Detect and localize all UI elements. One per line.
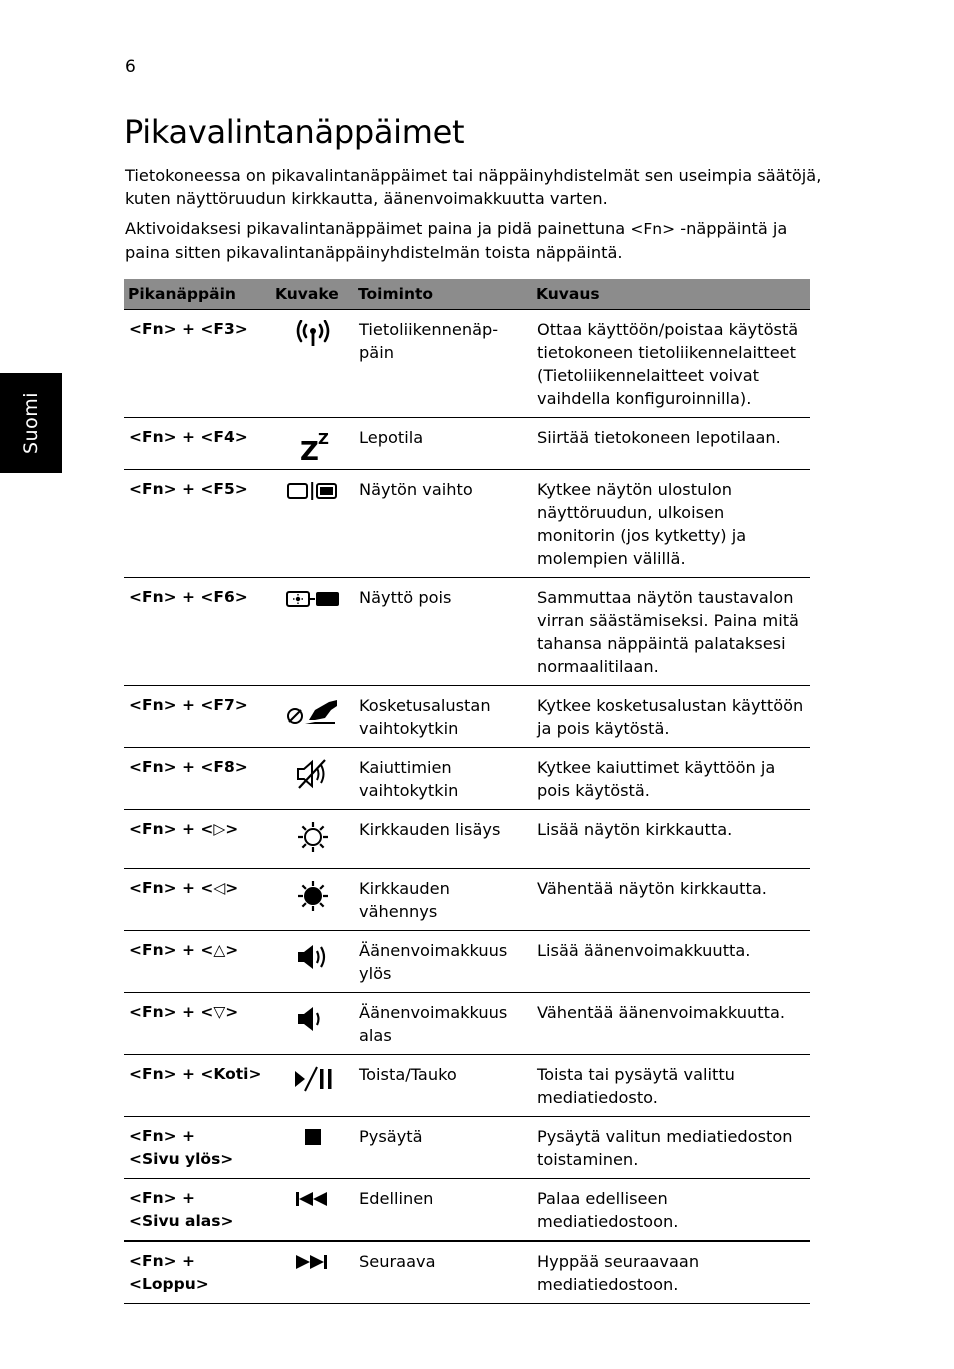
table-row bbox=[124, 748, 810, 810]
play-pause-icon bbox=[291, 1065, 335, 1093]
icon-cell bbox=[271, 869, 354, 931]
function-cell: Näytön vaihto bbox=[354, 470, 532, 578]
description-cell: Toista tai pysäytä valittu mediatiedosto. bbox=[532, 1055, 810, 1117]
speaker-mute-icon bbox=[295, 758, 331, 790]
previous-icon bbox=[293, 1189, 333, 1211]
stop-icon bbox=[296, 1127, 330, 1149]
table-row bbox=[124, 1117, 810, 1179]
hotkey-cell: <Fn> + <F7> bbox=[124, 686, 271, 748]
hotkey-line-1: <Fn> + bbox=[129, 1189, 195, 1207]
function-cell: Toista/Tauko bbox=[354, 1055, 532, 1117]
svg-text:Z: Z bbox=[318, 430, 329, 448]
intro-2-after: -näppäintä ja paina sitten pikavalintanäppäinyhdistelmän toista näppäintä. bbox=[125, 219, 788, 262]
function-cell: Pysäytä bbox=[354, 1117, 532, 1179]
intro-paragraph-1: Tietokoneessa on pikavalintanäppäimet tai näppäinyhdistelmät sen useimpia säätöjä, kuten näyttöruudun kirkkautta, äänenvoimakkuutta varten. bbox=[125, 166, 822, 208]
icon-cell bbox=[271, 1241, 354, 1304]
sleep-icon bbox=[293, 428, 333, 462]
function-cell: Näyttö pois bbox=[354, 578, 532, 686]
hotkey-cell: <Fn> + <△> bbox=[124, 931, 271, 993]
display-off-icon bbox=[285, 588, 341, 610]
intro-2-before: Aktivoidaksesi pikavalintanäppäimet paina ja pidä painettuna bbox=[125, 219, 631, 238]
hotkey-line-2: <Sivu ylös> bbox=[129, 1150, 234, 1168]
table-row bbox=[124, 1055, 810, 1117]
hotkey-line-1: <Fn> + bbox=[129, 1252, 195, 1270]
icon-cell bbox=[271, 1117, 354, 1179]
table-row bbox=[124, 931, 810, 993]
table-row bbox=[124, 993, 810, 1055]
function-cell: Kirkkauden vähennys bbox=[354, 869, 532, 931]
page-title: Pikavalintanäppäimet bbox=[124, 113, 465, 151]
intro-2-key: <Fn> bbox=[630, 220, 676, 238]
brightness-down-icon bbox=[296, 879, 330, 913]
function-cell: Seuraava bbox=[354, 1241, 532, 1304]
hotkey-cell: <Fn> + <▷> bbox=[124, 810, 271, 869]
icon-cell bbox=[271, 931, 354, 993]
hotkey-cell: <Fn> + <▽> bbox=[124, 993, 271, 1055]
header-icon: Kuvake bbox=[271, 279, 354, 310]
header-function: Toiminto bbox=[354, 279, 532, 310]
function-cell: Kirkkauden lisäys bbox=[354, 810, 532, 869]
hotkey-line-2: <Sivu alas> bbox=[129, 1212, 234, 1230]
function-cell: Edellinen bbox=[354, 1179, 532, 1242]
description-cell: Siirtää tietokoneen lepotilaan. bbox=[532, 418, 810, 470]
hotkey-cell bbox=[124, 1117, 271, 1179]
icon-cell bbox=[271, 310, 354, 418]
wireless-icon bbox=[293, 320, 333, 350]
function-cell: Äänenvoimakkuus ylös bbox=[354, 931, 532, 993]
hotkey-line-1: <Fn> + bbox=[129, 1127, 195, 1145]
function-cell: Kaiuttimien vaihtokytkin bbox=[354, 748, 532, 810]
description-cell: Vähentää näytön kirkkautta. bbox=[532, 869, 810, 931]
icon-cell bbox=[271, 418, 354, 470]
display-toggle-icon bbox=[286, 480, 340, 502]
table-row bbox=[124, 310, 810, 418]
hotkey-line-2: <Loppu> bbox=[129, 1275, 209, 1293]
icon-cell bbox=[271, 1055, 354, 1117]
hotkey-cell: <Fn> + <F5> bbox=[124, 470, 271, 578]
icon-cell bbox=[271, 993, 354, 1055]
function-cell: Äänenvoimakkuus alas bbox=[354, 993, 532, 1055]
description-cell: Kytkee kaiuttimet käyttöön ja pois käytöstä. bbox=[532, 748, 810, 810]
hotkey-cell: <Fn> + <F4> bbox=[124, 418, 271, 470]
hotkey-cell: <Fn> + <Koti> bbox=[124, 1055, 271, 1117]
side-tab-label: Suomi bbox=[20, 391, 42, 455]
description-cell: Palaa edelliseen mediatiedostoon. bbox=[532, 1179, 810, 1242]
icon-cell bbox=[271, 470, 354, 578]
table-row bbox=[124, 810, 810, 869]
header-hotkey: Pikanäppäin bbox=[124, 279, 271, 310]
hotkey-cell bbox=[124, 1241, 271, 1304]
hotkey-table bbox=[124, 279, 810, 1304]
table-row bbox=[124, 1179, 810, 1242]
page-number: 6 bbox=[125, 57, 136, 77]
icon-cell bbox=[271, 1179, 354, 1242]
description-cell: Pysäytä valitun mediatiedoston toistaminen. bbox=[532, 1117, 810, 1179]
icon-cell bbox=[271, 686, 354, 748]
icon-cell bbox=[271, 810, 354, 869]
description-cell: Lisää näytön kirkkautta. bbox=[532, 810, 810, 869]
hotkey-cell: <Fn> + <F3> bbox=[124, 310, 271, 418]
hotkey-cell: <Fn> + <F6> bbox=[124, 578, 271, 686]
description-cell: Kytkee näytön ulostulon näyttöruudun, ulkoisen monitorin (jos kytketty) ja molempien välillä. bbox=[532, 470, 810, 578]
description-cell: Kytkee kosketusalustan käyttöön ja pois käytöstä. bbox=[532, 686, 810, 748]
function-cell: Kosketusalustan vaihtokytkin bbox=[354, 686, 532, 748]
description-cell: Lisää äänenvoimakkuutta. bbox=[532, 931, 810, 993]
hotkey-cell bbox=[124, 1179, 271, 1242]
table-header-row bbox=[124, 279, 810, 310]
touchpad-toggle-icon bbox=[285, 696, 341, 728]
table-row bbox=[124, 470, 810, 578]
icon-cell bbox=[271, 748, 354, 810]
table-row bbox=[124, 418, 810, 470]
table-row bbox=[124, 869, 810, 931]
table-row bbox=[124, 578, 810, 686]
header-description: Kuvaus bbox=[532, 279, 810, 310]
svg-text:Z: Z bbox=[300, 437, 319, 462]
description-cell: Vähentää äänenvoimakkuutta. bbox=[532, 993, 810, 1055]
hotkey-cell: <Fn> + <F8> bbox=[124, 748, 271, 810]
brightness-up-icon bbox=[296, 820, 330, 854]
function-cell: Tietoliikennenäp-päin bbox=[354, 310, 532, 418]
hotkey-cell: <Fn> + <◁> bbox=[124, 869, 271, 931]
description-cell: Hyppää seuraavaan mediatiedostoon. bbox=[532, 1241, 810, 1304]
next-icon bbox=[293, 1252, 333, 1274]
volume-down-icon bbox=[295, 1003, 331, 1035]
description-cell: Ottaa käyttöön/poistaa käytöstä tietokoneen tietoliikennelaitteet (Tietoliikennelaitteet voivat vaihdella konfiguroinnilla). bbox=[532, 310, 810, 418]
function-cell: Lepotila bbox=[354, 418, 532, 470]
intro-paragraph-2 bbox=[125, 217, 825, 264]
table-row bbox=[124, 1241, 810, 1304]
language-side-tab bbox=[0, 373, 62, 473]
volume-up-icon bbox=[295, 941, 331, 973]
icon-cell bbox=[271, 578, 354, 686]
table-row bbox=[124, 686, 810, 748]
description-cell: Sammuttaa näytön taustavalon virran säästämiseksi. Paina mitä tahansa näppäintä palataksesi normaalitilaan. bbox=[532, 578, 810, 686]
